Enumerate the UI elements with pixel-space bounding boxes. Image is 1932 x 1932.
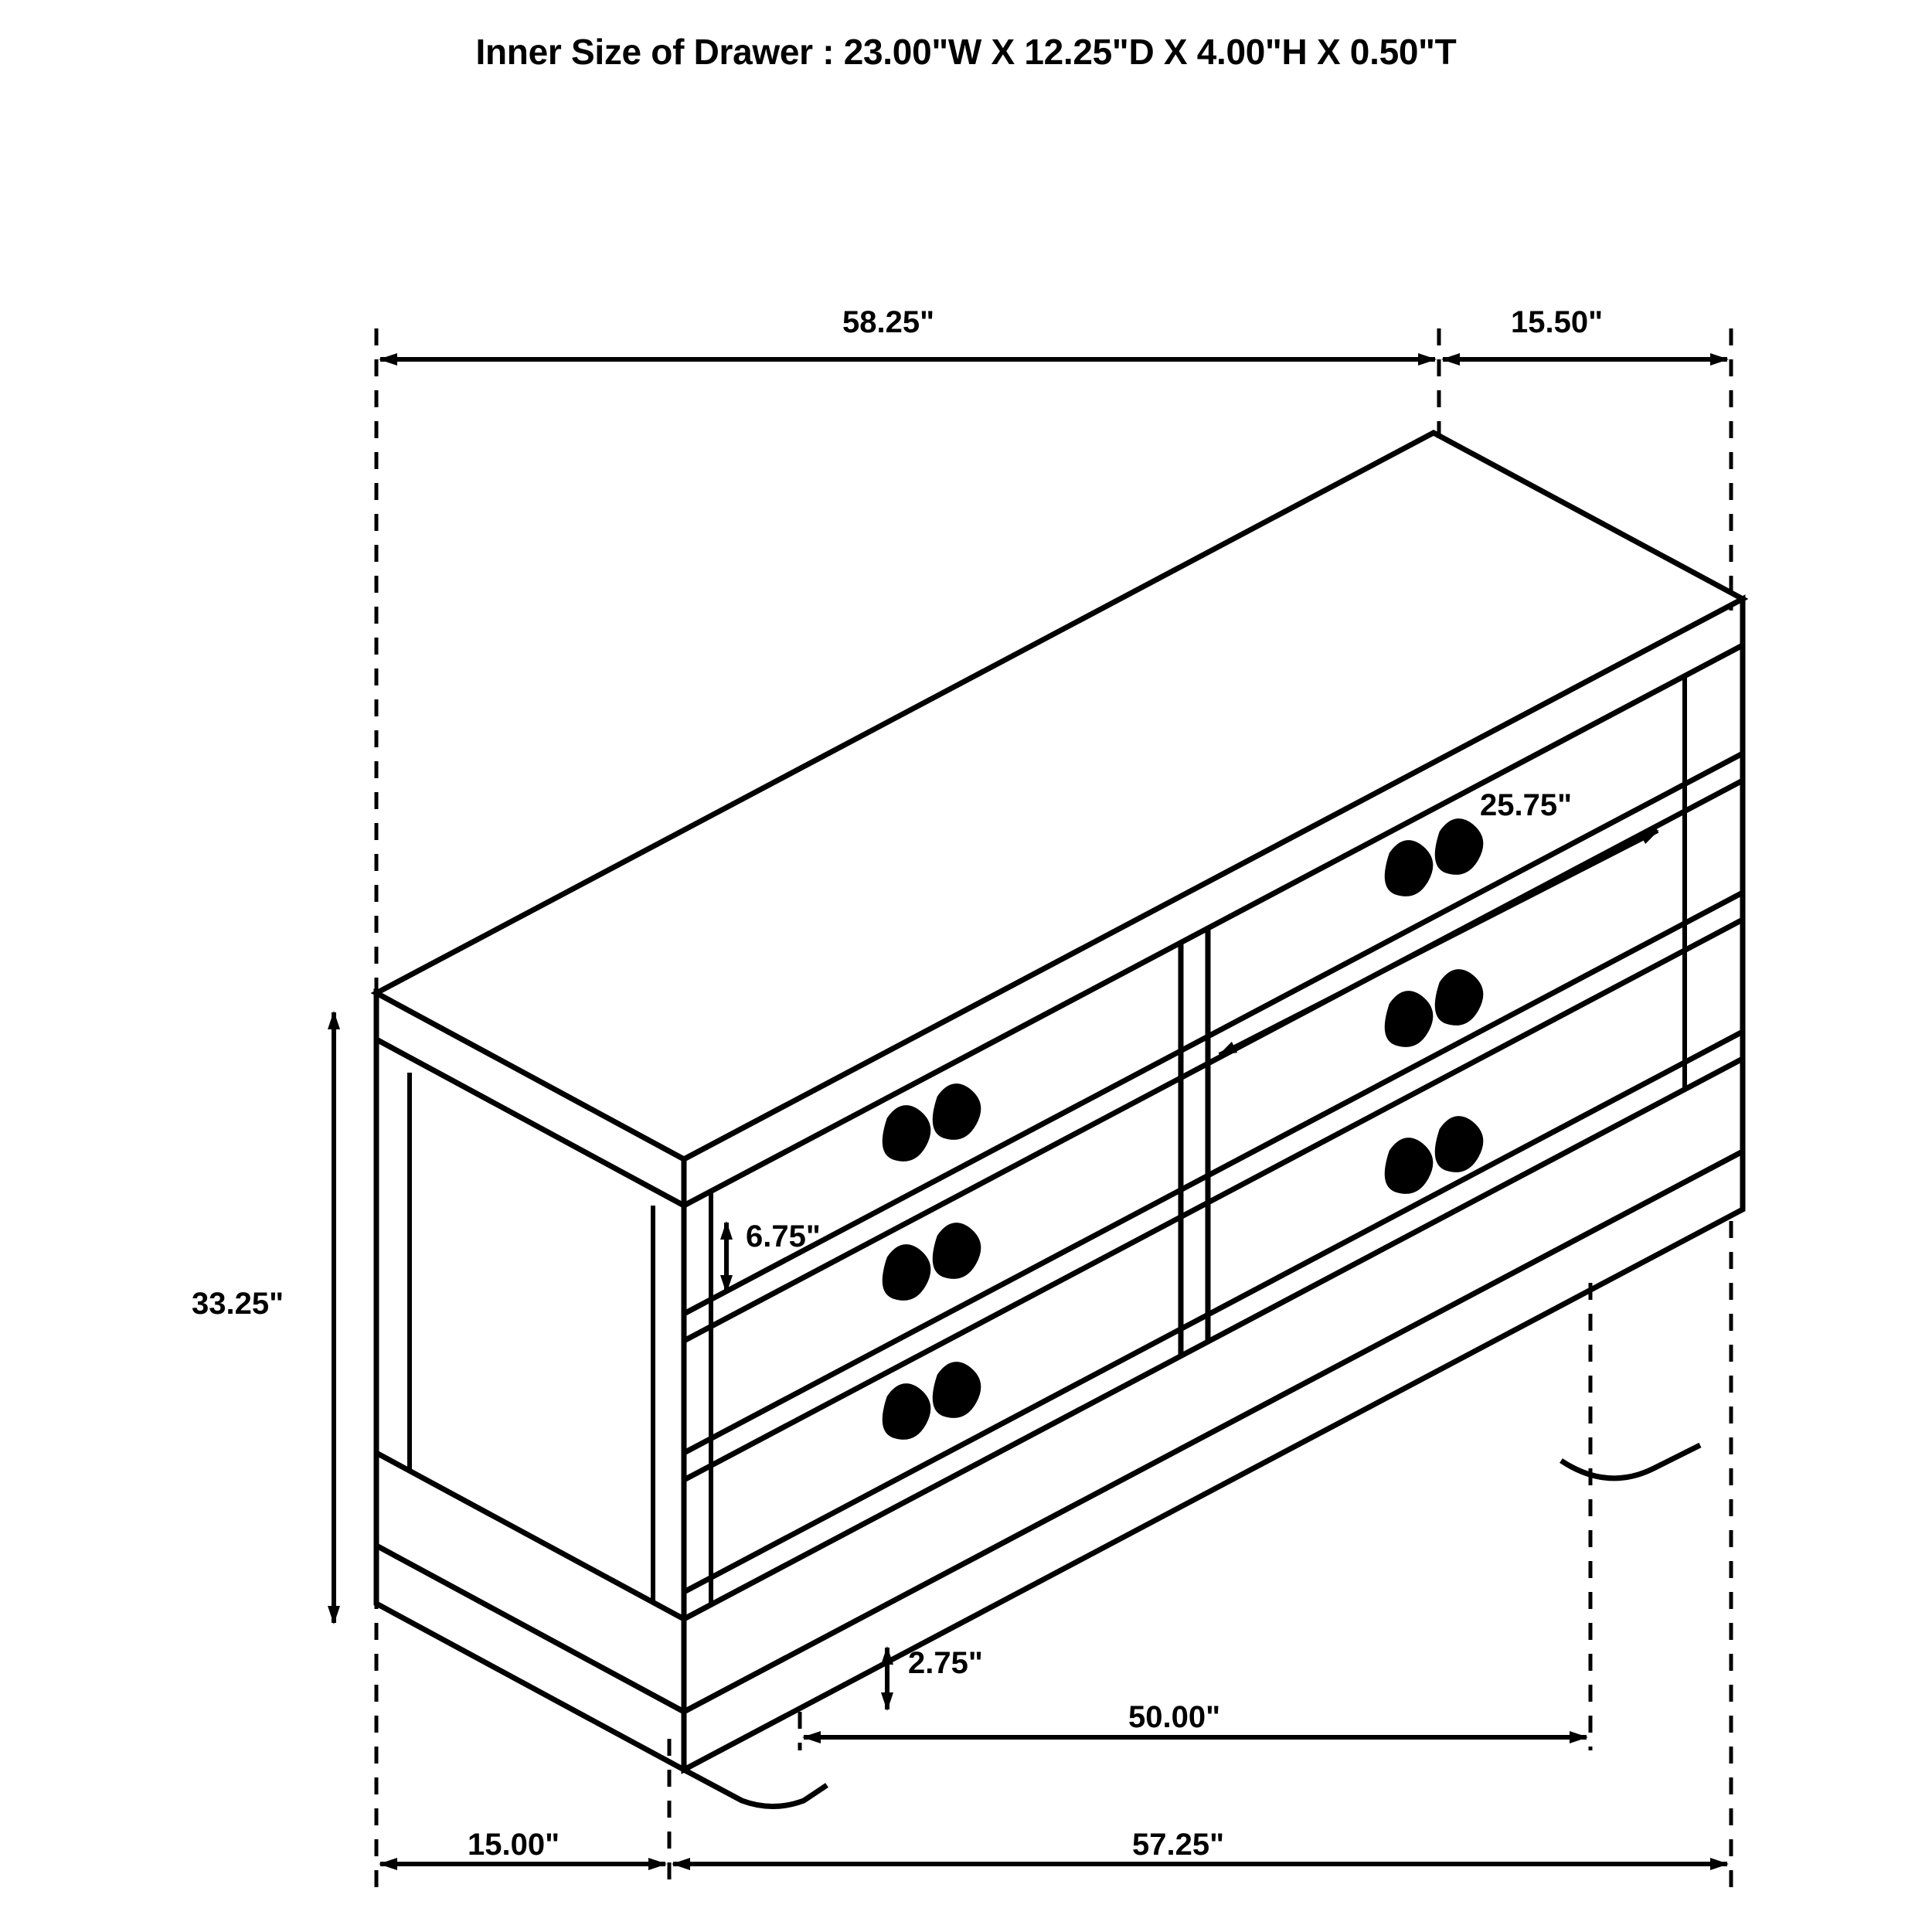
dim-label-bottom-inner-span: 50.00" (1128, 1700, 1221, 1734)
dim-label-top-right-span: 15.50" (1511, 305, 1604, 339)
page-title: Inner Size of Drawer : 23.00"W X 12.25"D X 4.00"H X 0.50"T (475, 32, 1457, 72)
dim-label-bottom-right-span: 57.25" (1132, 1828, 1225, 1862)
dim-label-depth-diagonal: 25.75" (1480, 788, 1573, 822)
dim-label-total-height: 33.25" (192, 1287, 284, 1321)
dim-label-top-left-span: 58.25" (842, 305, 935, 339)
dim-label-base-height: 2.75" (908, 1646, 983, 1680)
dim-label-drawer-face-height: 6.75" (746, 1219, 821, 1253)
dim-label-bottom-left-span: 15.00" (468, 1828, 560, 1862)
